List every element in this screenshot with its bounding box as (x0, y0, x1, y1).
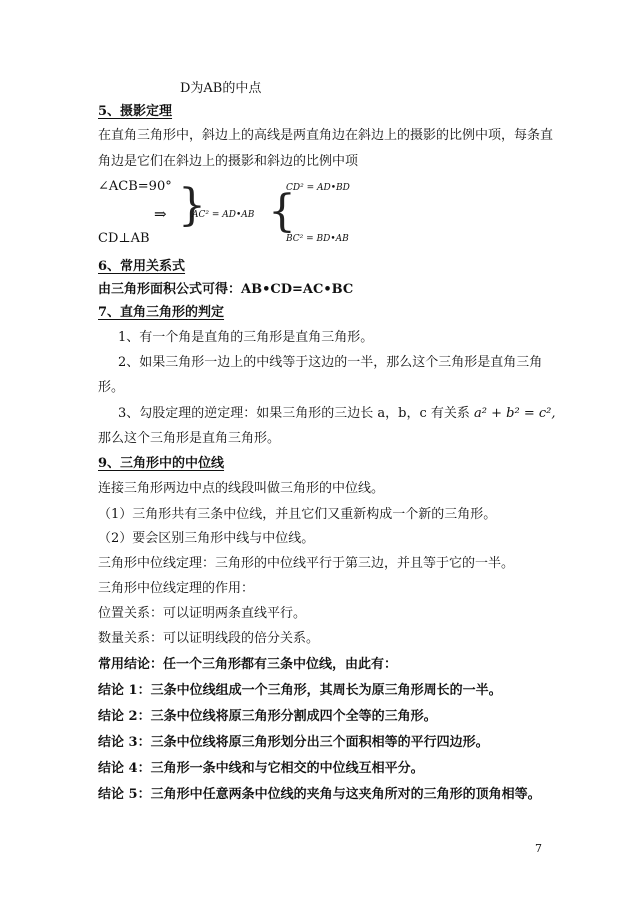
section-5-heading: 5、摄影定理 (98, 104, 173, 119)
conclusion-2: 结论 2：三条中位线将原三角形分割成四个全等的三角形。 (98, 709, 437, 724)
section-9-heading: 9、三角形中的中位线 (98, 456, 225, 471)
section-7-heading: 7、直角三角形的判定 (98, 305, 225, 320)
section-7-item-3a (118, 405, 555, 423)
section-9-p3: （2）要会区别三角形中线与中位线。 (98, 531, 315, 546)
implies-arrow: ⇒ (154, 205, 167, 223)
section-5-para-2: 角边是它们在斜边上的摄影和斜边的比例中项 (98, 154, 359, 169)
left-brace: } (178, 180, 206, 231)
conclusion-1: 结论 1：三条中位线组成一个三角形，其周长为原三角形周长的一半。 (98, 683, 502, 698)
formula-bc: BC² = BD•AB (286, 234, 349, 244)
section-7-item-2a: 2、如果三角形一边上的中线等于这边的一半，那么这个三角形是直角三角 (118, 355, 543, 370)
common-conclusion: 常用结论：任一个三角形都有三条中位线，由此有： (98, 657, 398, 672)
page-number: 7 (535, 842, 542, 855)
conclusion-3: 结论 3：三条中位线将原三角形划分出三个面积相等的平行四边形。 (98, 735, 489, 750)
section-7-item-2b: 形。 (98, 380, 125, 395)
section-7-item-3b: 那么这个三角形是直角三角形。 (98, 431, 281, 446)
right-brace: { (268, 186, 296, 237)
condition-angle: ∠ACB=90° (98, 179, 172, 194)
section-9-p1: 连接三角形两边中点的线段叫做三角形的中位线。 (98, 481, 385, 496)
conclusion-5: 结论 5：三角形中任意两条中位线的夹角与这夹角所对的三角形的顶角相等。 (98, 787, 541, 802)
section-6-heading: 6、常用关系式 (98, 259, 186, 274)
section-6-line: 由三角形面积公式可得：AB•CD=AC•BC (98, 282, 354, 297)
section-9-p5: 三角形中位线定理的作用： (98, 581, 255, 596)
pythagorean-formula: a² + b² = c², (474, 406, 556, 421)
section-9-p7: 数量关系：可以证明线段的倍分关系。 (98, 631, 320, 646)
section-9-p2: （1）三角形共有三条中位线，并且它们又重新构成一个新的三角形。 (98, 507, 497, 522)
conclusion-4: 结论 4：三角形一条中线和与它相交的中位线互相平分。 (98, 761, 424, 776)
section-7-item-1: 1、有一个角是直角的三角形是直角三角形。 (118, 330, 374, 345)
section-9-p4: 三角形中位线定理：三角形的中位线平行于第三边，并且等于它的一半。 (98, 556, 515, 571)
top-note: D为AB的中点 (180, 81, 262, 96)
item-3-text: 3、勾股定理的逆定理：如果三角形的三边长 a，b，c 有关系 (118, 406, 470, 421)
formula-ac: AC² = AD•AB (192, 210, 255, 220)
condition-perpendicular: CD⊥AB (98, 231, 150, 246)
section-9-p6: 位置关系：可以证明两条直线平行。 (98, 606, 307, 621)
section-5-para-1: 在直角三角形中，斜边上的高线是两直角边在斜边上的摄影的比例中项，每条直 (98, 128, 554, 143)
formula-cd: CD² = AD•BD (286, 183, 350, 193)
